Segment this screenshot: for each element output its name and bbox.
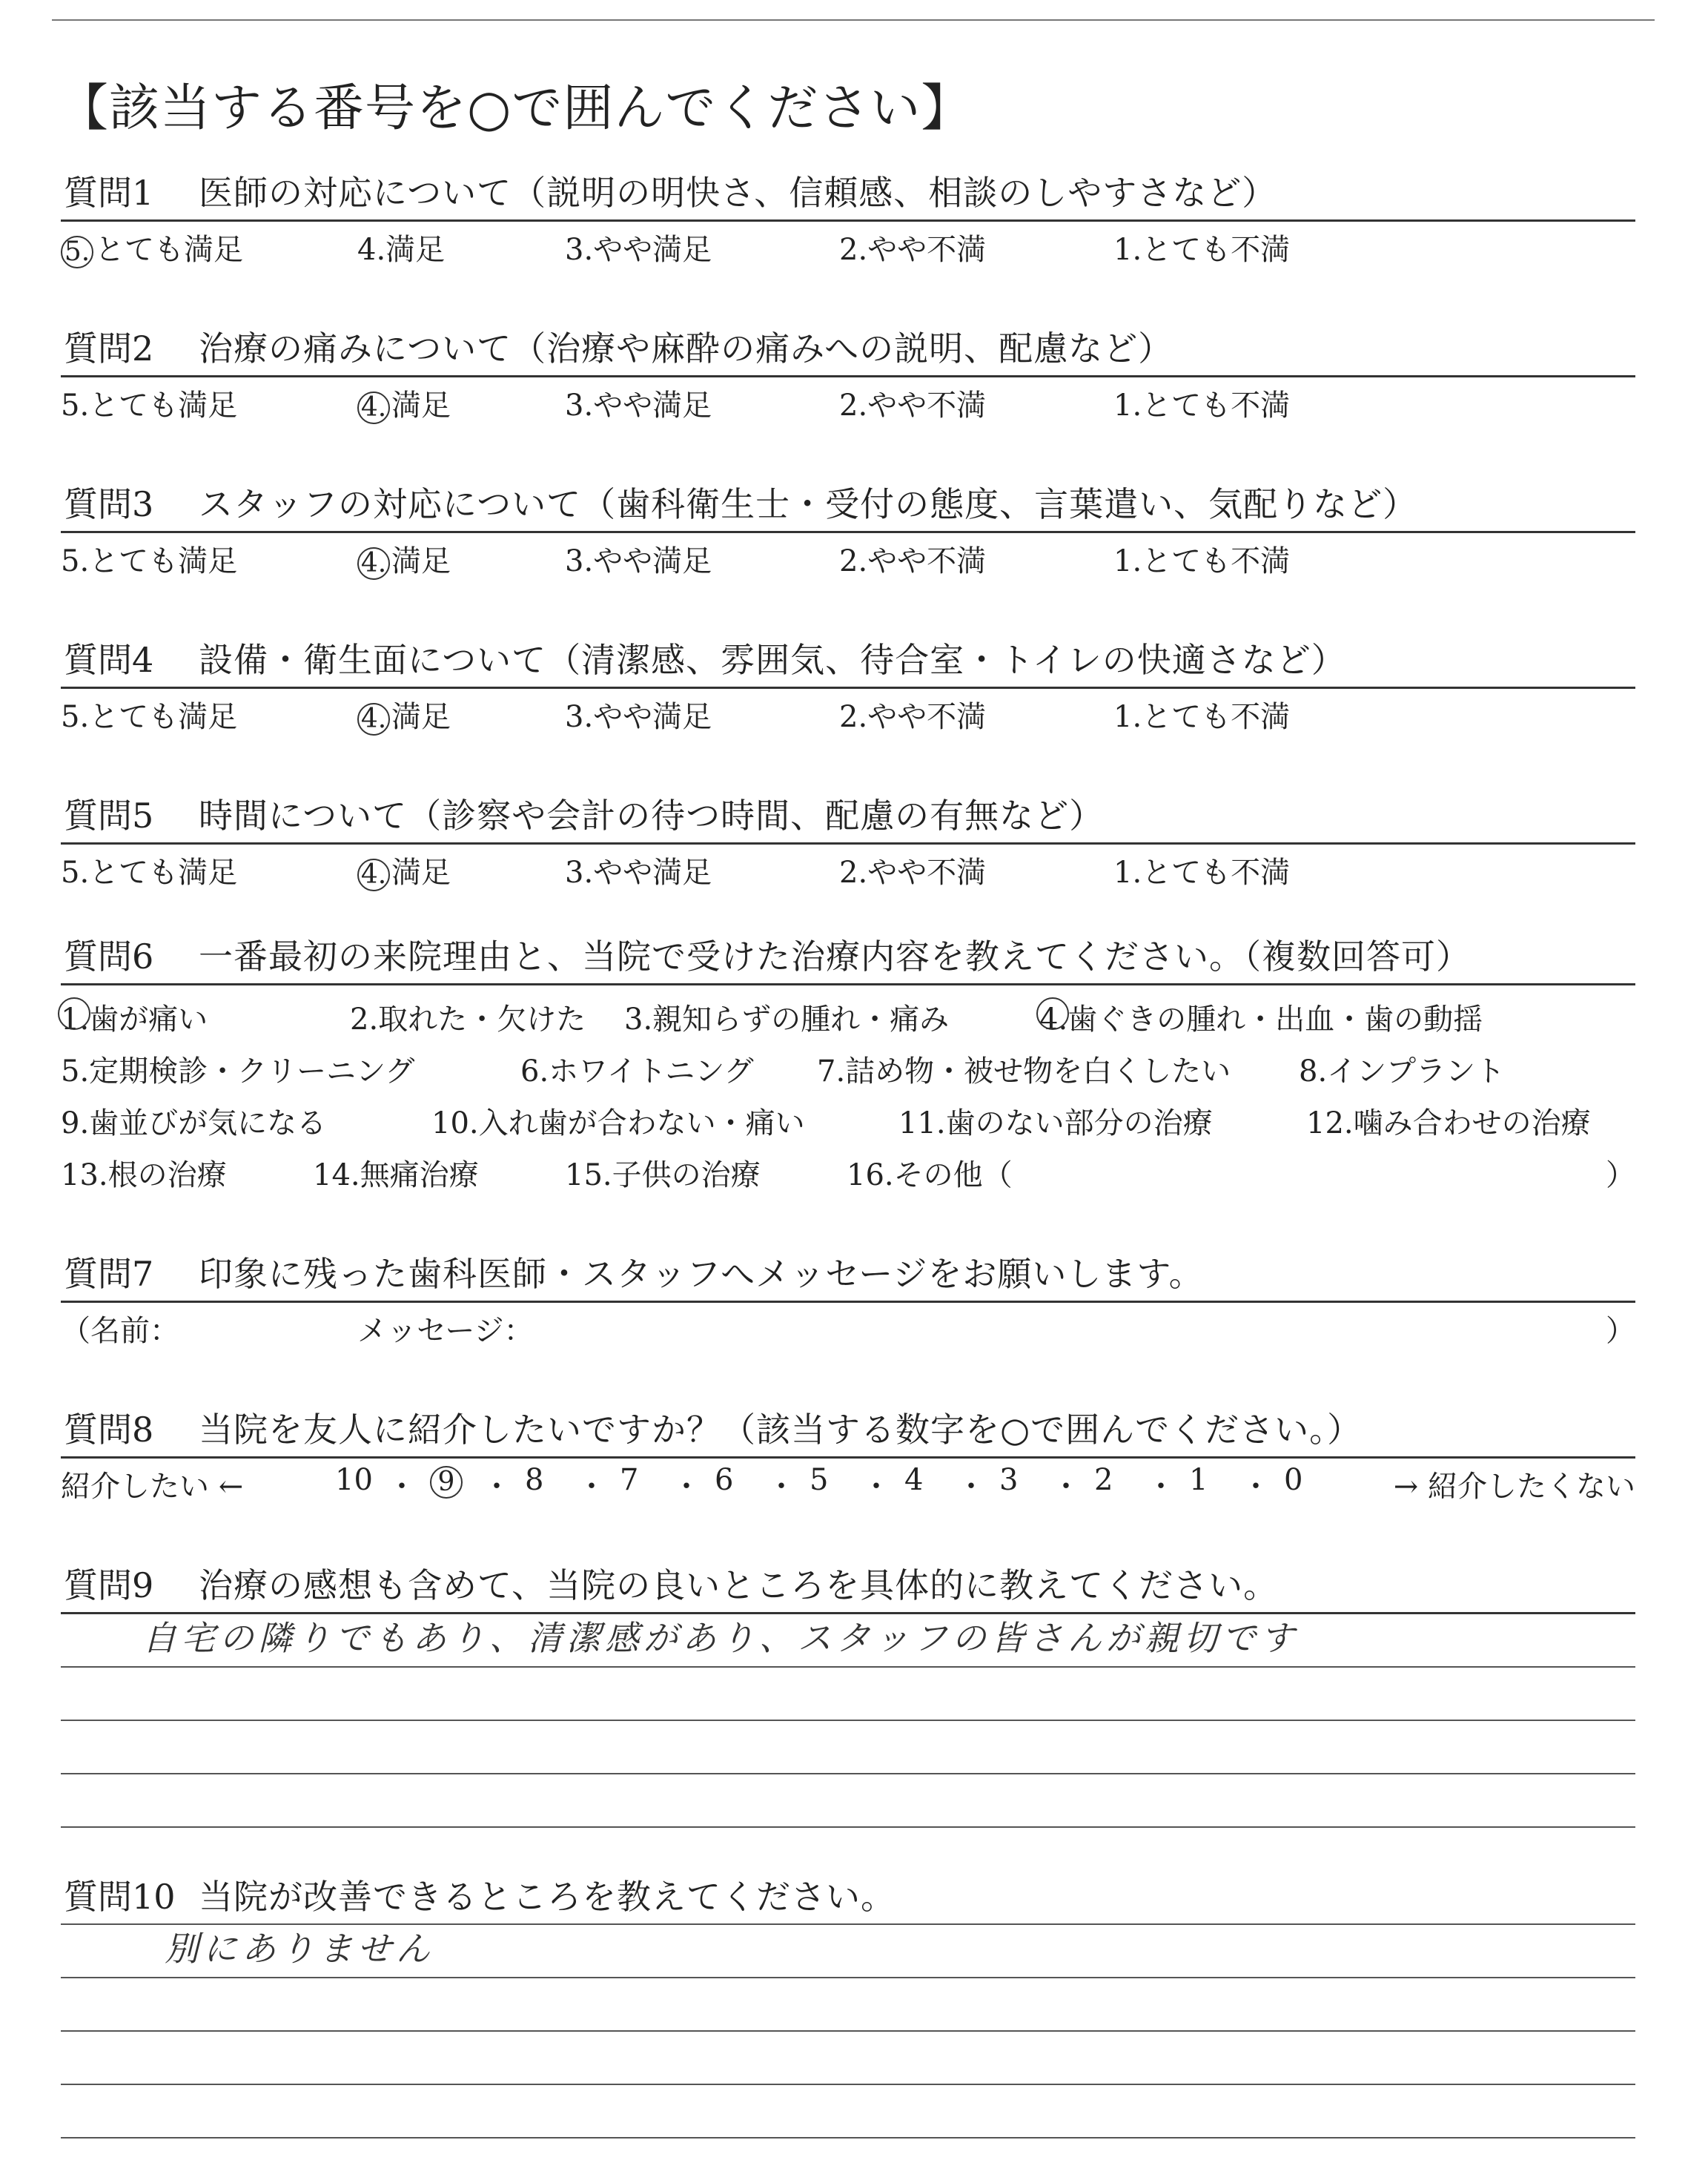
answer-line (61, 1925, 1635, 1978)
question-text: 治療の感想も含めて、当院の良いところを具体的に教えてください。 (199, 1565, 1279, 1605)
question-5-header (61, 795, 1635, 845)
option-number: 5. (61, 856, 90, 890)
circled-option-number: 4. (357, 547, 390, 580)
q6-option[interactable] (1039, 996, 1483, 1038)
rating-option[interactable] (1113, 382, 1290, 424)
question-7 (61, 1253, 1635, 1347)
rating-option[interactable] (61, 693, 237, 736)
q6-option-row (61, 985, 1635, 1037)
question-number: 質問6 (64, 937, 154, 977)
option-label: 満足 (391, 700, 451, 734)
top-rule (52, 19, 1655, 21)
rating-options (61, 689, 1635, 733)
q6-option-row (61, 1141, 1635, 1193)
scale-separator: ・ (387, 1470, 417, 1504)
option-label: やや満足 (593, 233, 712, 267)
option-label: 満足 (391, 389, 451, 423)
q6-option[interactable] (350, 996, 586, 1038)
question-9 (61, 1565, 1635, 1828)
q6-option[interactable] (61, 1048, 414, 1090)
q6-options (61, 985, 1635, 1193)
scale-value[interactable] (620, 1463, 638, 1497)
scale-value[interactable] (525, 1463, 543, 1497)
rating-option[interactable] (61, 538, 237, 580)
rating-option[interactable] (839, 693, 986, 736)
rating-option[interactable] (565, 226, 712, 268)
option-number: 2. (839, 856, 868, 890)
circled-option-number: 4. (357, 703, 390, 736)
scale-right-label: → 紹介したくない (1393, 1470, 1635, 1504)
question-4-header (61, 639, 1635, 689)
q6-option-label: 2.取れた・欠けた (350, 1003, 586, 1037)
question-3 (61, 483, 1635, 578)
option-label: とても不満 (1142, 544, 1291, 578)
q6-option-label: 14.無痛治療 (313, 1158, 479, 1192)
rating-option[interactable] (839, 382, 986, 424)
rating-option[interactable] (839, 226, 986, 268)
scale-separator: ・ (482, 1470, 512, 1504)
question-text: 医師の対応について（説明の明快さ、信頼感、相談のしやすさなど） (199, 173, 1277, 213)
circled-option-number: 5. (61, 236, 93, 268)
scale-value[interactable] (810, 1463, 828, 1497)
question-5 (61, 795, 1635, 889)
recommend-scale (61, 1459, 1635, 1506)
rating-option[interactable] (1113, 226, 1290, 268)
q6-option[interactable] (431, 1100, 805, 1142)
q6-option[interactable] (1306, 1100, 1591, 1142)
scale-separator: ・ (672, 1470, 701, 1504)
option-number: 5. (61, 544, 90, 578)
answer-line (61, 1614, 1635, 1668)
answer-line (61, 1721, 1635, 1774)
option-label: とても満足 (89, 544, 238, 578)
option-number: 2. (839, 700, 868, 734)
option-number: 2. (839, 233, 868, 267)
question-number: 質問8 (64, 1410, 154, 1450)
option-number: 3. (565, 700, 594, 734)
question-6-header (61, 936, 1635, 985)
rating-option[interactable] (357, 693, 451, 736)
scale-number: 6 (715, 1463, 734, 1497)
q6-option-row (61, 1037, 1635, 1089)
option-number: 3. (565, 389, 594, 423)
option-label: とても不満 (1142, 856, 1291, 890)
q6-option-row (61, 1089, 1635, 1141)
option-label: とても満足 (89, 389, 238, 423)
form-heading: 【該当する番号を○で囲んでください】 (58, 79, 973, 138)
option-number: 1. (1113, 544, 1142, 578)
q6-option[interactable] (565, 1152, 761, 1194)
q6-option-label: 1.歯が痛い (61, 1003, 208, 1037)
option-number: 3. (565, 544, 594, 578)
option-label: やや満足 (593, 700, 712, 734)
circled-option-number: 4. (357, 392, 390, 424)
q6-option[interactable] (61, 1100, 326, 1142)
q6-option-label: 10.入れ歯が合わない・痛い (431, 1106, 805, 1140)
question-10-header (61, 1876, 1635, 1925)
option-number: 3. (565, 233, 594, 267)
scale-value[interactable] (335, 1463, 373, 1497)
q6-option[interactable] (898, 1100, 1213, 1142)
question-9-header (61, 1565, 1635, 1614)
rating-option[interactable] (565, 693, 712, 736)
rating-option[interactable] (839, 849, 986, 891)
scale-separator: ・ (767, 1470, 796, 1504)
question-2 (61, 328, 1635, 422)
option-label: とても満足 (89, 700, 238, 734)
question-number: 質問4 (64, 640, 154, 680)
q6-option[interactable] (847, 1152, 1013, 1194)
rating-option[interactable] (565, 849, 712, 891)
option-label: やや満足 (593, 856, 712, 890)
q6-option[interactable] (61, 996, 208, 1038)
answer-line (61, 1774, 1635, 1828)
question-8-header (61, 1409, 1635, 1459)
rating-options (61, 533, 1635, 578)
option-label: 満足 (391, 544, 451, 578)
scale-separator: ・ (1051, 1470, 1081, 1504)
q6-option[interactable] (520, 1048, 754, 1090)
q6-option-label: 15.子供の治療 (565, 1158, 761, 1192)
q6-option-label: 5.定期検診・クリーニング (61, 1054, 415, 1089)
question-text: スタッフの対応について（歯科衛生士・受付の態度、言葉遣い、気配りなど） (199, 484, 1418, 524)
q6-option-label: 16.その他（ (847, 1158, 1013, 1192)
option-number: 1. (1113, 389, 1142, 423)
option-number: 1. (1113, 700, 1142, 734)
q6-option[interactable] (817, 1048, 1231, 1090)
scale-number: 4 (904, 1463, 924, 1497)
q6-option-label: 11.歯のない部分の治療 (898, 1106, 1213, 1140)
rating-option[interactable] (565, 538, 712, 580)
option-label: とても不満 (1142, 233, 1291, 267)
question-text: 治療の痛みについて（治療や麻酔の痛みへの説明、配慮など） (199, 328, 1174, 369)
option-label: とても不満 (1142, 700, 1291, 734)
scale-value[interactable] (715, 1463, 733, 1497)
scale-value[interactable] (1284, 1463, 1302, 1497)
q7-fields (61, 1303, 1635, 1347)
q6-option-label: 13.根の治療 (61, 1158, 227, 1192)
rating-option[interactable] (61, 382, 237, 424)
question-number: 質問1 (64, 173, 154, 213)
scale-separator: ・ (1241, 1470, 1271, 1504)
question-7-header (61, 1253, 1635, 1303)
option-label: やや不満 (867, 856, 987, 890)
question-number: 質問3 (64, 484, 154, 524)
scale-number: 3 (999, 1463, 1019, 1497)
circled-scale-number: 9 (430, 1466, 463, 1499)
option-number: 2. (839, 544, 868, 578)
rating-option[interactable] (839, 538, 986, 580)
scale-value[interactable] (1189, 1463, 1208, 1497)
scale-number: 7 (620, 1463, 639, 1497)
scale-value[interactable] (999, 1463, 1018, 1497)
option-label: やや不満 (867, 700, 987, 734)
close-paren: ） (1606, 1158, 1635, 1192)
rating-options (61, 222, 1635, 266)
question-number: 質問2 (64, 328, 154, 369)
close-paren: ） (1606, 1314, 1635, 1348)
scale-left-label: 紹介したい ← (61, 1470, 244, 1504)
q6-option-label: 4.歯ぐきの腫れ・出血・歯の動揺 (1039, 1003, 1483, 1037)
scale-number: 2 (1094, 1463, 1113, 1497)
answer-line (61, 2085, 1635, 2138)
answer-line (61, 1978, 1635, 2032)
question-number: 質問10 (64, 1877, 176, 1917)
question-4 (61, 639, 1635, 733)
q6-option-label: 12.噛み合わせの治療 (1306, 1106, 1591, 1140)
scale-number: 8 (525, 1463, 544, 1497)
option-label: 満足 (385, 233, 446, 267)
option-number: 1. (1113, 233, 1142, 267)
handwritten-answer: 自宅の隣りでもあり、清潔感があり、スタッフの皆さんが親切です (142, 1618, 1299, 1658)
q6-option[interactable] (624, 996, 949, 1038)
rating-option[interactable] (357, 226, 445, 268)
scale-separator: ・ (956, 1470, 986, 1504)
option-label: やや不満 (867, 389, 987, 423)
scale-separator: ・ (861, 1470, 891, 1504)
q6-option-label: 3.親知らずの腫れ・痛み (624, 1003, 950, 1037)
handwritten-answer: 別にありません (165, 1929, 434, 1969)
question-8 (61, 1409, 1635, 1506)
option-number: 3. (565, 856, 594, 890)
question-text: 当院を友人に紹介したいですか？（該当する数字を○で囲んでください。） (199, 1410, 1363, 1450)
scale-number: 1 (1189, 1463, 1208, 1497)
question-text: 時間について（診察や会計の待つ時間、配慮の有無など） (199, 796, 1105, 836)
question-2-header (61, 328, 1635, 377)
scale-value[interactable] (904, 1463, 923, 1497)
rating-option[interactable] (357, 849, 451, 891)
question-1 (61, 172, 1635, 266)
selection-circle-icon (58, 997, 90, 1030)
answer-line (61, 2032, 1635, 2085)
scale-value[interactable] (1094, 1463, 1113, 1497)
answer-line (61, 1668, 1635, 1721)
scale-number: 10 (335, 1463, 373, 1497)
option-number: 4. (357, 233, 386, 267)
selection-circle-icon (1036, 997, 1069, 1030)
q6-option-label: 9.歯並びが気になる (61, 1106, 327, 1140)
scale-number: 5 (810, 1463, 829, 1497)
rating-option[interactable] (1113, 849, 1290, 891)
question-6 (61, 936, 1635, 1193)
scale-separator: ・ (1146, 1470, 1176, 1504)
rating-option[interactable] (61, 226, 243, 268)
option-label: やや不満 (867, 233, 987, 267)
option-label: やや不満 (867, 544, 987, 578)
question-text: 当院が改善できるところを教えてください。 (199, 1877, 896, 1917)
scale-value[interactable] (430, 1463, 464, 1499)
option-label: やや満足 (593, 544, 712, 578)
question-number: 質問7 (64, 1254, 154, 1294)
q6-option[interactable] (313, 1152, 479, 1194)
question-3-header (61, 483, 1635, 533)
option-label: とても不満 (1142, 389, 1291, 423)
rating-option[interactable] (357, 538, 451, 580)
question-1-header (61, 172, 1635, 222)
message-label: メッセージ： (357, 1314, 534, 1348)
rating-option[interactable] (357, 382, 451, 424)
option-label: 満足 (391, 856, 451, 890)
scale-number: 0 (1284, 1463, 1303, 1497)
q6-option-label: 7.詰め物・被せ物を白くしたい (817, 1054, 1231, 1089)
option-label: とても満足 (89, 856, 238, 890)
rating-options (61, 845, 1635, 889)
scale-separator: ・ (577, 1470, 606, 1504)
option-label: とても満足 (95, 233, 243, 267)
rating-option[interactable] (565, 382, 712, 424)
question-text: 印象に残った歯科医師・スタッフへメッセージをお願いします。 (199, 1254, 1204, 1294)
q6-option[interactable] (61, 1152, 227, 1194)
q6-option-label: 6.ホワイトニング (520, 1054, 754, 1089)
rating-option[interactable] (1113, 538, 1290, 580)
option-number: 2. (839, 389, 868, 423)
question-text: 一番最初の来院理由と、当院で受けた治療内容を教えてください。（複数回答可） (199, 937, 1471, 977)
option-number: 5. (61, 389, 90, 423)
question-number: 質問9 (64, 1565, 154, 1605)
option-label: やや満足 (593, 389, 712, 423)
rating-option[interactable] (61, 849, 237, 891)
rating-options (61, 377, 1635, 422)
question-text: 設備・衛生面について（清潔感、雰囲気、待合室・トイレの快適さなど） (199, 640, 1346, 680)
question-10 (61, 1876, 1635, 2138)
q6-option-label: 8.インプラント (1299, 1054, 1506, 1089)
q6-option[interactable] (1299, 1048, 1505, 1090)
rating-option[interactable] (1113, 693, 1290, 736)
question-number: 質問5 (64, 796, 154, 836)
option-number: 5. (61, 700, 90, 734)
name-label: （名前： (61, 1314, 179, 1348)
option-number: 1. (1113, 856, 1142, 890)
circled-option-number: 4. (357, 859, 390, 891)
